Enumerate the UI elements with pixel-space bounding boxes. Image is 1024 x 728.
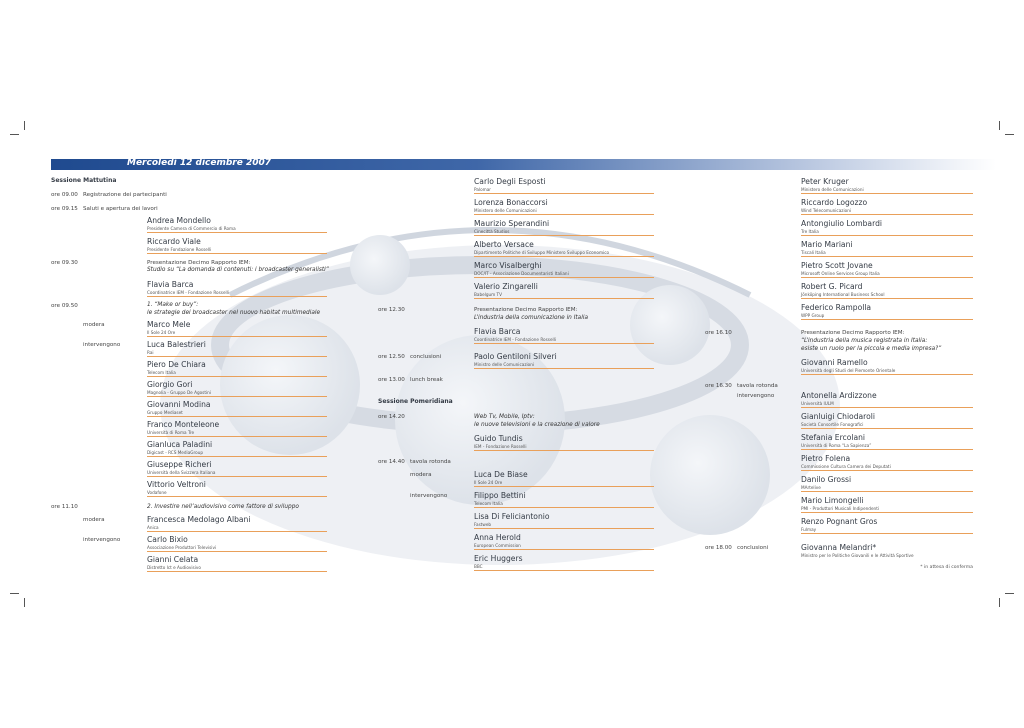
speaker (147, 480, 327, 497)
speaker-name: Peter Kruger (801, 177, 849, 186)
speaker-affiliation: Il Sole 24 Ore (147, 330, 176, 335)
speaker-affiliation: Tiscali Italia (801, 250, 826, 255)
speaker-name: Riccardo Logozzo (801, 198, 868, 207)
divider (474, 528, 654, 529)
divider (474, 507, 654, 508)
speaker-name: Renzo Pognant Gros (801, 517, 878, 526)
role-label: modera (83, 322, 105, 328)
speaker (474, 352, 654, 369)
speaker-name: Mario Limongelli (801, 496, 864, 505)
speaker (801, 282, 973, 299)
speaker (801, 391, 973, 408)
speaker-affiliation: PMI - Produttori Musicali Indipendenti (801, 506, 879, 511)
divider (474, 450, 654, 451)
speaker (147, 320, 327, 337)
speaker (474, 491, 654, 508)
role-label: intervengono (83, 342, 121, 348)
speaker-affiliation: Fulmay (801, 527, 817, 532)
divider (147, 571, 327, 572)
speaker (474, 512, 654, 529)
speaker (474, 434, 654, 451)
speaker-name: Valerio Zingarelli (474, 282, 538, 291)
speaker (147, 515, 327, 532)
divider (801, 298, 973, 299)
speaker-name: Flavia Barca (474, 327, 521, 336)
speaker-name: Giuseppe Richeri (147, 460, 212, 469)
divider (147, 551, 327, 552)
speaker (801, 240, 973, 257)
speaker (801, 177, 973, 194)
divider (474, 549, 654, 550)
agenda-text: conclusioni (410, 354, 442, 360)
speaker (474, 177, 654, 194)
divider (801, 449, 973, 450)
speaker-affiliation: Università di Roma Tre (147, 430, 195, 435)
speaker-name: Lorenza Bonaccorsi (474, 198, 548, 207)
role-label: intervengono (410, 493, 448, 499)
speaker-affiliation: Cinecittà Studios (474, 229, 510, 234)
speaker-affiliation: Distretto Ict e Audiovisivo (147, 565, 201, 570)
divider (147, 416, 327, 417)
crop-mark (10, 593, 19, 594)
speaker (801, 543, 973, 559)
speaker-name: Vittorio Veltroni (147, 480, 206, 489)
topic-title: Web Tv, Mobile, Iptv: (474, 414, 535, 420)
speaker-affiliation: Università della Svizzera Italiana (147, 470, 216, 475)
divider (474, 368, 654, 369)
speaker-affiliation: Telecom Italia (474, 501, 503, 506)
speaker-name: Giovanna Melandri* (801, 543, 877, 552)
time-label: ore 16.30 (705, 383, 732, 389)
speaker-affiliation: Anica (147, 525, 159, 530)
speaker-name: Stefania Ercolani (801, 433, 866, 442)
divider (147, 336, 327, 337)
crop-mark (24, 598, 25, 607)
speaker-affiliation: DOC/IT - Associazione Documentaristi Italiani (474, 271, 569, 276)
speaker (474, 327, 654, 344)
speaker-name: Giovanni Modina (147, 400, 211, 409)
presentation-label: Presentazione Decimo Rapporto IEM: (147, 260, 251, 266)
presentation-title: esiste un ruolo per la piccola e media impresa?” (801, 346, 942, 352)
divider (147, 356, 327, 357)
divider (474, 235, 654, 236)
agenda-text: conclusioni (737, 545, 769, 551)
speaker-affiliation: Gruppo Mediaset (147, 410, 183, 415)
speaker (147, 237, 327, 254)
speaker-affiliation: Coordinatrice IEM - Fondazione Rosselli (147, 290, 230, 295)
divider (474, 256, 654, 257)
divider (801, 235, 973, 236)
agenda-text: lunch break (410, 377, 443, 383)
speaker-affiliation: Ministero delle Comunicazioni (474, 208, 537, 213)
divider (801, 533, 973, 534)
speaker-name: Antongiulio Lombardi (801, 219, 882, 228)
speaker (801, 261, 973, 278)
speaker-name: Antonella Ardizzone (801, 391, 877, 400)
divider (801, 470, 973, 471)
speaker-name: Riccardo Viale (147, 237, 201, 246)
presentation-label: Presentazione Decimo Rapporto IEM: (474, 307, 578, 313)
speaker (147, 555, 327, 572)
crop-mark (1005, 134, 1014, 135)
speaker (147, 460, 327, 477)
speaker-name: Piero De Chiara (147, 360, 206, 369)
speaker-name: Pietro Scott Jovane (801, 261, 873, 270)
speaker-affiliation: Digicast - RCS MediaGroup (147, 450, 204, 455)
time-label: ore 09.00 (51, 192, 78, 198)
speaker (801, 496, 973, 513)
speaker-affiliation: IEM - Fondazione Rosselli (474, 444, 527, 449)
speaker-name: Robert G. Picard (801, 282, 863, 291)
speaker-name: Gianni Celata (147, 555, 199, 564)
topic-title: 1. “Make or buy”: (147, 302, 199, 308)
speaker (147, 280, 327, 297)
divider (474, 214, 654, 215)
divider (801, 277, 973, 278)
speaker-name: Federico Rampolla (801, 303, 872, 312)
speaker (474, 533, 654, 550)
crop-mark (999, 121, 1000, 130)
speaker-name: Marco Mele (147, 320, 191, 329)
speaker-name: Lisa Di Feliciantonio (474, 512, 550, 521)
topic-subtitle: le nuove televisioni e la creazione di valore (474, 422, 600, 428)
speaker-affiliation: Ministro delle Comunicazioni (474, 362, 535, 367)
speaker-name: Pietro Folena (801, 454, 851, 463)
speaker-affiliation: Coordinatrice IEM - Fondazione Rosselli (474, 337, 557, 342)
speaker (474, 261, 654, 278)
speaker-name: Giorgio Gori (147, 380, 193, 389)
speaker-name: Gianluigi Chiodaroli (801, 412, 876, 421)
role-label: modera (83, 517, 105, 523)
speaker-affiliation: Vodafone (147, 490, 167, 495)
speaker-affiliation: WPP Group (801, 313, 825, 318)
speaker-name: Guido Tundis (474, 434, 523, 443)
date-title: Mercoledì 12 dicembre 2007 (127, 158, 272, 168)
divider (801, 512, 973, 513)
topic-title: 2. Investire nell’audiovisivo come fattore di sviluppo (147, 504, 299, 510)
speaker-affiliation: Telecom Italia (147, 370, 176, 375)
divider (147, 376, 327, 377)
presentation-title: “L’industria della musica registrata in Italia: (801, 338, 928, 344)
speaker (801, 475, 973, 492)
speaker-affiliation: Università IULM (801, 401, 834, 406)
divider (147, 476, 327, 477)
speaker-name: Andrea Mondello (147, 216, 211, 225)
speaker-affiliation: BBC (474, 564, 483, 569)
divider (474, 486, 654, 487)
speaker-name: Giovanni Ramello (801, 358, 868, 367)
speaker-affiliation: Università di Roma “La Sapienza” (801, 443, 872, 448)
speaker-affiliation: Tre Italia (801, 229, 819, 234)
divider (801, 214, 973, 215)
speaker-affiliation: Il Sole 24 Ore (474, 480, 503, 485)
speaker (147, 216, 327, 233)
time-label: ore 09.30 (51, 260, 78, 266)
divider (147, 296, 327, 297)
speaker-affiliation: Wind Telecomunicazioni (801, 208, 852, 213)
crop-mark (10, 134, 19, 135)
speaker-affiliation: Fastweb (474, 522, 492, 527)
speaker-affiliation: Palomar (474, 187, 491, 192)
speaker-affiliation: Rai (147, 350, 154, 355)
speaker (147, 400, 327, 417)
agenda-text: tavola rotonda (737, 383, 778, 389)
divider (147, 253, 327, 254)
date-banner (51, 159, 996, 170)
speaker-name: Franco Monteleone (147, 420, 220, 429)
divider (801, 428, 973, 429)
speaker (801, 433, 973, 450)
divider (147, 496, 327, 497)
presentation-title: Studio su “La domanda di contenuti: i broadcaster generalisti” (147, 267, 329, 273)
speaker (801, 517, 973, 534)
speaker (474, 198, 654, 215)
speaker (801, 412, 973, 429)
speaker (801, 358, 973, 375)
speaker (801, 303, 973, 320)
speaker-name: Gianluca Paladini (147, 440, 213, 449)
role-label: modera (410, 472, 432, 478)
role-label: intervengono (737, 393, 775, 399)
time-label: ore 12.50 (378, 354, 405, 360)
session-heading: Sessione Mattutina (51, 177, 117, 184)
speaker (474, 282, 654, 299)
speaker (147, 535, 327, 552)
speaker-affiliation: Società Consortile Fonografici (801, 422, 864, 427)
time-label: ore 14.20 (378, 414, 405, 420)
time-label: ore 11.10 (51, 504, 78, 510)
speaker-affiliation: Dipartimento Politiche di Sviluppo Ministero Sviluppo Economico (474, 250, 610, 255)
speaker-affiliation: Magnolia - Gruppo De Agostini (147, 390, 211, 395)
speaker-affiliation: Ministro per le Politiche Giovanili e le Attività Sportive (801, 553, 914, 558)
agenda-text: tavola rotonda (410, 459, 451, 465)
divider (147, 396, 327, 397)
divider (147, 531, 327, 532)
agenda-text: Saluti e apertura dei lavori (83, 206, 158, 212)
speaker (474, 470, 654, 487)
speaker (147, 440, 327, 457)
speaker-name: Alberto Versace (474, 240, 534, 249)
speaker (147, 420, 327, 437)
speaker-affiliation: Ministero delle Comunicazioni (801, 187, 864, 192)
speaker-name: Filippo Bettini (474, 491, 526, 500)
speaker-affiliation: Presidente Camera di Commercio di Roma (147, 226, 236, 231)
divider (474, 277, 654, 278)
time-label: ore 09.15 (51, 206, 78, 212)
agenda-text: Registrazione dei partecipanti (83, 192, 167, 198)
time-label: ore 14.40 (378, 459, 405, 465)
speaker-name: Eric Huggers (474, 554, 523, 563)
speaker-affiliation: Babelgum TV (474, 292, 502, 297)
speaker (801, 454, 973, 471)
speaker-affiliation: Associazione Produttori Televisivi (147, 545, 217, 550)
speaker-name: Carlo Degli Esposti (474, 177, 546, 186)
role-label: intervengono (83, 537, 121, 543)
crop-mark (24, 121, 25, 130)
speaker-affiliation: MArtelive (801, 485, 821, 490)
speaker-name: Maurizio Sperandini (474, 219, 550, 228)
divider (147, 436, 327, 437)
speaker-affiliation: Jönköping International Business School (801, 292, 885, 297)
speaker-name: Luca De Biase (474, 470, 528, 479)
speaker-name: Mario Mariani (801, 240, 853, 249)
speaker (474, 240, 654, 257)
presentation-title: L’industria della comunicazione in Italia (474, 315, 589, 321)
time-label: ore 16.10 (705, 330, 732, 336)
speaker-affiliation: Presidente Fondazione Rosselli (147, 247, 212, 252)
speaker-name: Flavia Barca (147, 280, 194, 289)
footnote: * in attesa di conferma (920, 565, 973, 570)
divider (801, 319, 973, 320)
speaker-affiliation: Microsoft Online Services Group Italia (801, 271, 880, 276)
session-heading: Sessione Pomeridiana (378, 398, 453, 405)
time-label: ore 09.50 (51, 303, 78, 309)
speaker-name: Francesca Medolago Albani (147, 515, 251, 524)
divider (474, 570, 654, 571)
speaker-name: Paolo Gentiloni Silveri (474, 352, 557, 361)
speaker-affiliation: Commissione Cultura Camera dei Deputati (801, 464, 891, 469)
speaker-name: Luca Balestrieri (147, 340, 206, 349)
divider (801, 193, 973, 194)
presentation-label: Presentazione Decimo Rapporto IEM: (801, 330, 905, 336)
crop-mark (1005, 593, 1014, 594)
divider (801, 491, 973, 492)
speaker-affiliation: Università degli Studi del Piemonte Orientale (801, 368, 896, 373)
divider (801, 374, 973, 375)
speaker (801, 198, 973, 215)
speaker-name: Anna Herold (474, 533, 521, 542)
speaker (801, 219, 973, 236)
speaker (147, 380, 327, 397)
divider (147, 456, 327, 457)
speaker-name: Carlo Bixio (147, 535, 188, 544)
divider (147, 232, 327, 233)
speaker-name: Marco Visalberghi (474, 261, 542, 270)
time-label: ore 13.00 (378, 377, 405, 383)
speaker (474, 219, 654, 236)
divider (801, 256, 973, 257)
speaker (474, 554, 654, 571)
divider (474, 298, 654, 299)
time-label: ore 18.00 (705, 545, 732, 551)
topic-subtitle: le strategie dei broadcaster nel nuovo habitat multimediale (147, 310, 321, 316)
speaker (147, 340, 327, 357)
speaker (147, 360, 327, 377)
divider (474, 343, 654, 344)
divider (801, 407, 973, 408)
divider (474, 193, 654, 194)
speaker-affiliation: European Commission (474, 543, 521, 548)
speaker-name: Danilo Grossi (801, 475, 852, 484)
crop-mark (999, 598, 1000, 607)
time-label: ore 12.30 (378, 307, 405, 313)
